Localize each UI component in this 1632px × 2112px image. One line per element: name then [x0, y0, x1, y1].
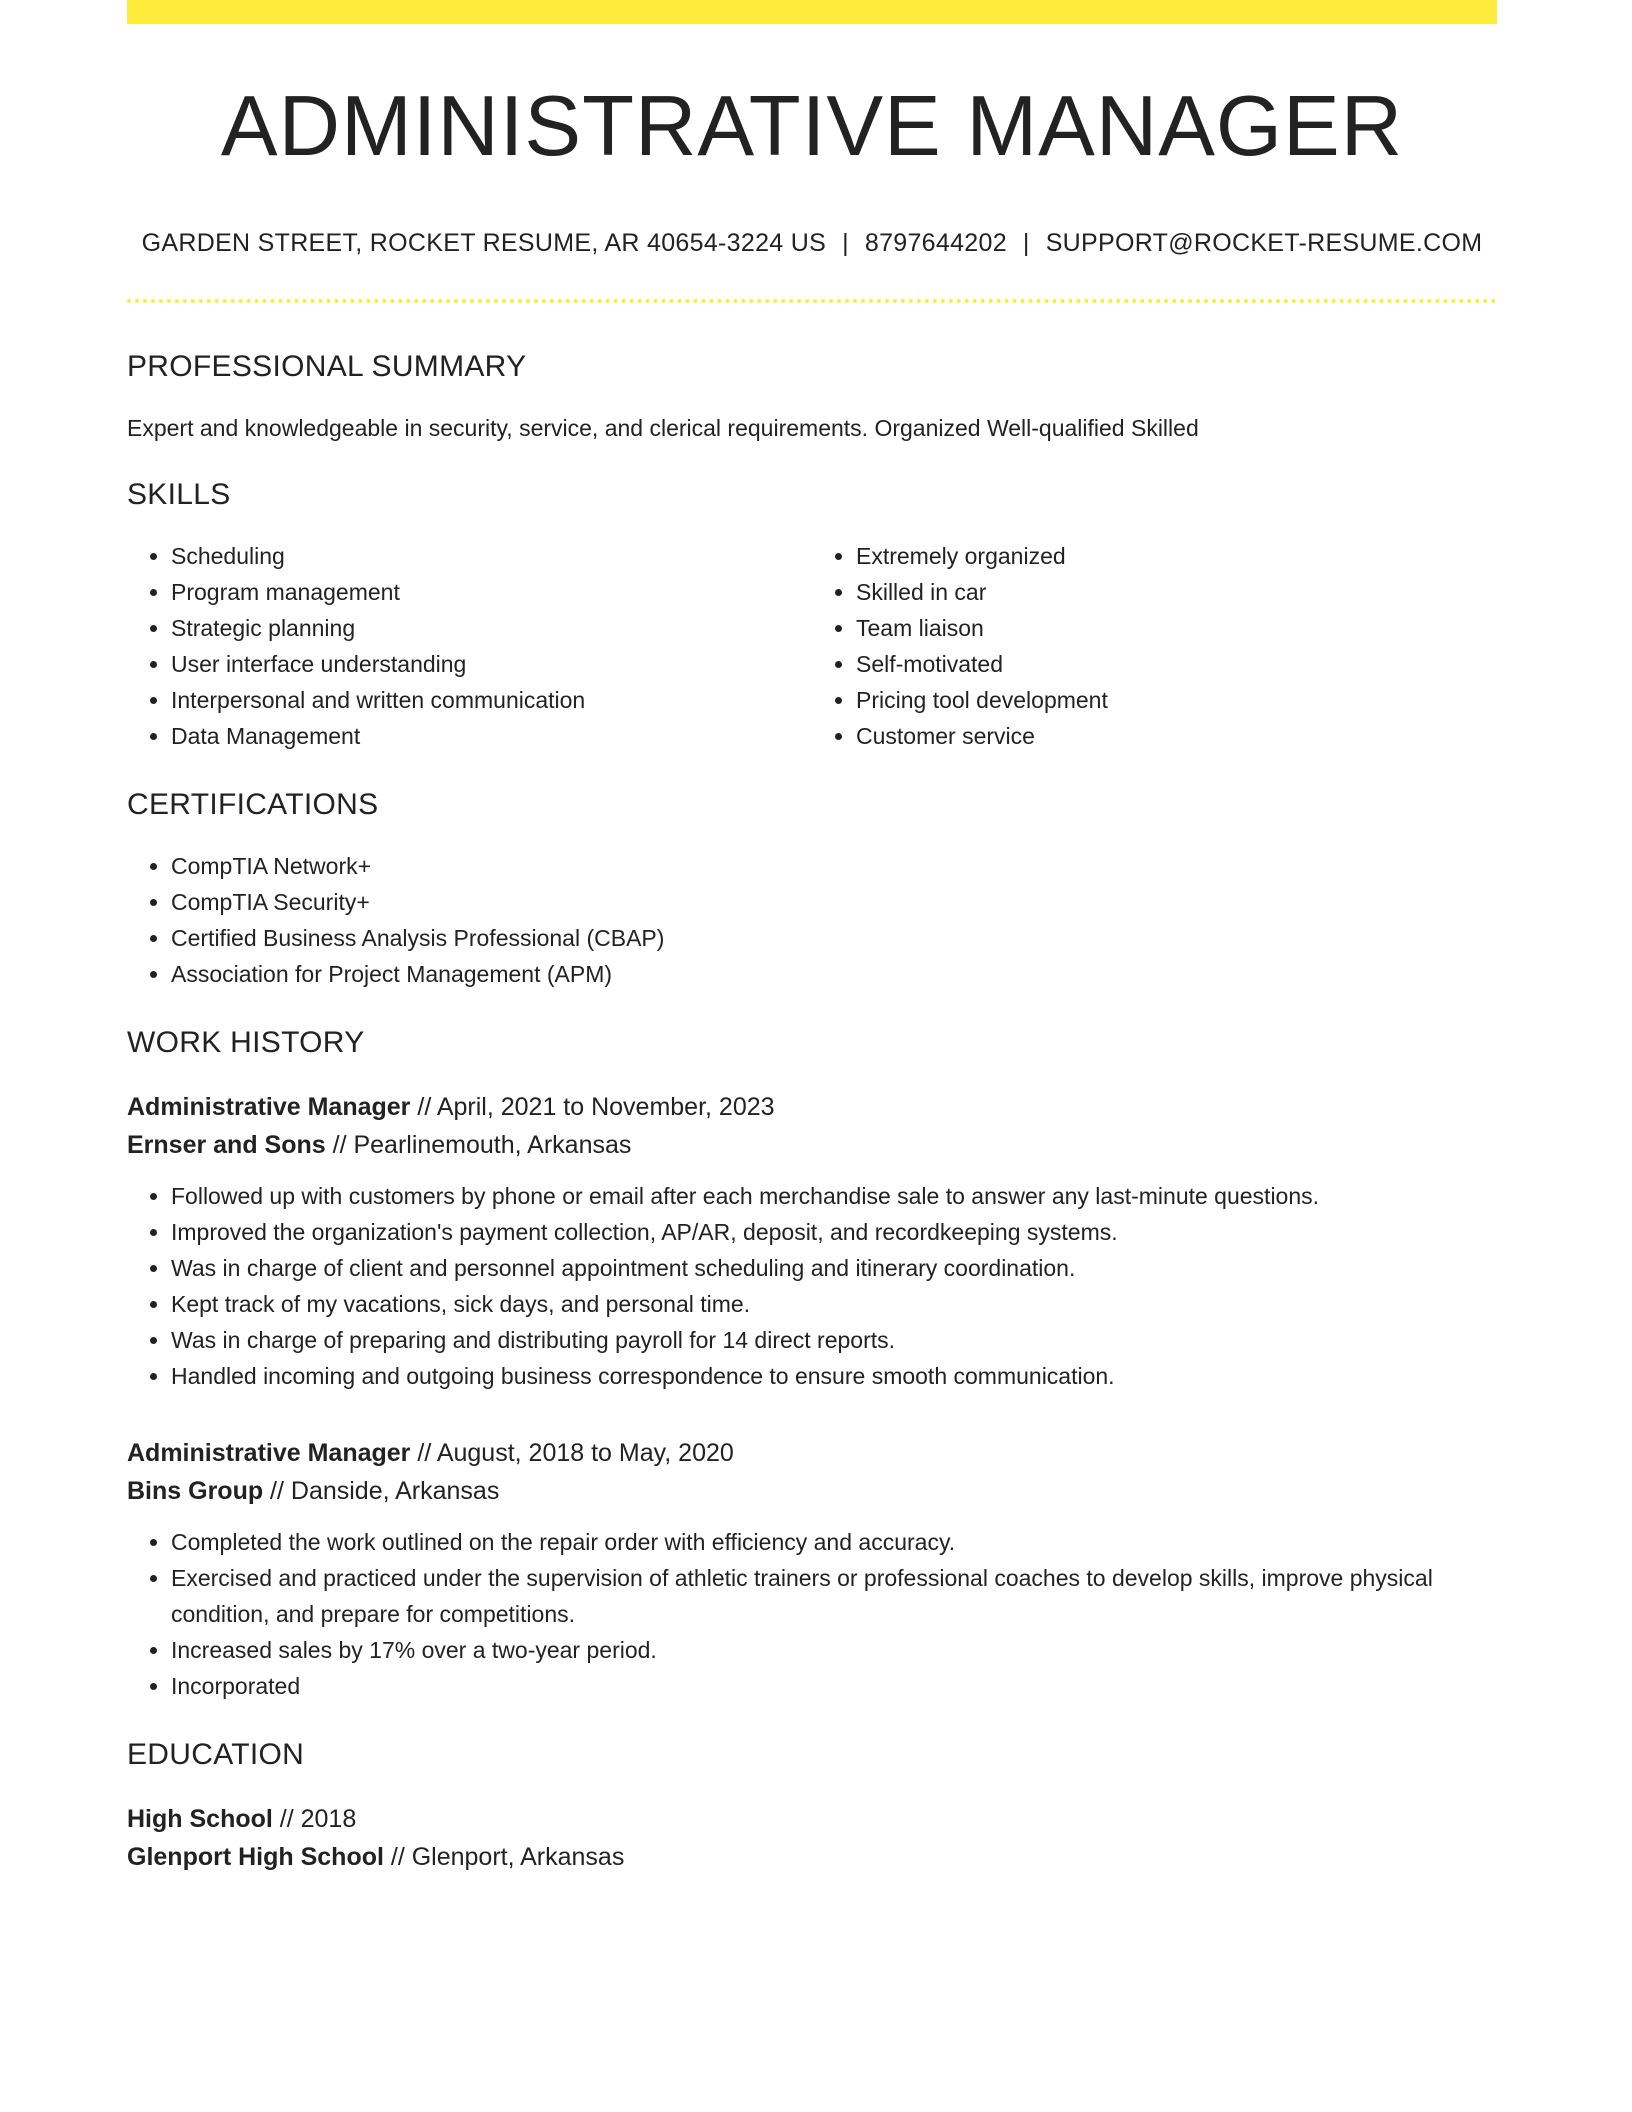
job-company: Ernser and Sons	[127, 1131, 326, 1160]
certifications-heading: CERTIFICATIONS	[127, 788, 379, 822]
education-heading: EDUCATION	[127, 1738, 305, 1772]
list-item: • CompTIA Network+	[171, 848, 1497, 884]
job-entry	[127, 1088, 1497, 1394]
education-school-line	[127, 1838, 1497, 1876]
list-item: • Certified Business Analysis Professional (CBAP)	[171, 920, 1497, 956]
job-dates: // April, 2021 to November, 2023	[410, 1093, 775, 1122]
skills-heading: SKILLS	[127, 478, 231, 512]
contact-phone: 8797644202	[864, 229, 1007, 258]
list-item: • Data Management	[171, 718, 812, 754]
list-item: • Exercised and practiced under the supervision of athletic trainers or professional coaches to develop skills, improve physical condition, and prepare for competitions.	[171, 1560, 1497, 1632]
job-company-line	[127, 1126, 1497, 1164]
list-item: • Scheduling	[171, 538, 812, 574]
job-role-line	[127, 1088, 1497, 1126]
list-item: • Program management	[171, 574, 812, 610]
list-item: • Increased sales by 17% over a two-year period.	[171, 1632, 1497, 1668]
certifications-list	[127, 848, 1497, 992]
skills-columns	[127, 538, 1497, 754]
list-item: • Customer service	[856, 718, 1497, 754]
job-company: Bins Group	[127, 1477, 264, 1506]
education-entry	[127, 1800, 1497, 1876]
list-item: • Kept track of my vacations, sick days, and personal time.	[171, 1286, 1497, 1322]
summary-heading: PROFESSIONAL SUMMARY	[127, 350, 527, 384]
list-item: • CompTIA Security+	[171, 884, 1497, 920]
list-item: • Followed up with customers by phone or email after each merchandise sale to answer any last-minute questions.	[171, 1178, 1497, 1214]
job-location: // Danside, Arkansas	[263, 1477, 500, 1506]
list-item: • Interpersonal and written communication	[171, 682, 812, 718]
contact-address: GARDEN STREET, ROCKET RESUME, AR 40654-3224 US	[141, 229, 827, 258]
list-item: • Skilled in car	[856, 574, 1497, 610]
list-item: • Team liaison	[856, 610, 1497, 646]
work-history-heading: WORK HISTORY	[127, 1026, 365, 1060]
list-item: • Incorporated	[171, 1668, 1497, 1704]
list-item: • Pricing tool development	[856, 682, 1497, 718]
education-location: // Glenport, Arkansas	[383, 1843, 625, 1872]
skills-list-right	[812, 538, 1497, 754]
list-item: • User interface understanding	[171, 646, 812, 682]
education-degree-line	[127, 1800, 1497, 1838]
resume-page	[127, 0, 1497, 1876]
contact-separator: |	[842, 229, 849, 258]
education-year: // 2018	[272, 1805, 357, 1834]
skills-list-left	[127, 538, 812, 754]
contact-email: SUPPORT@ROCKET-RESUME.COM	[1045, 229, 1483, 258]
job-location: // Pearlinemouth, Arkansas	[325, 1131, 632, 1160]
dotted-divider	[127, 299, 1497, 303]
list-item: • Improved the organization's payment collection, AP/AR, deposit, and recordkeeping systems.	[171, 1214, 1497, 1250]
education-degree: High School	[127, 1805, 273, 1834]
job-bullets	[127, 1178, 1497, 1394]
list-item: • Handled incoming and outgoing business correspondence to ensure smooth communication.	[171, 1358, 1497, 1394]
list-item: • Strategic planning	[171, 610, 812, 646]
list-item: • Association for Project Management (APM)	[171, 956, 1497, 992]
job-role-line	[127, 1434, 1497, 1472]
list-item: • Completed the work outlined on the repair order with efficiency and accuracy.	[171, 1524, 1497, 1560]
job-role: Administrative Manager	[127, 1439, 411, 1468]
education-school: Glenport High School	[127, 1843, 384, 1872]
summary-text: Expert and knowledgeable in security, service, and clerical requirements. Organized Well-qualified Skilled	[127, 415, 1199, 442]
job-entry	[127, 1434, 1497, 1704]
job-company-line	[127, 1472, 1497, 1510]
list-item: • Self-motivated	[856, 646, 1497, 682]
job-bullets	[127, 1524, 1497, 1704]
contact-line	[127, 229, 1497, 258]
accent-top-bar	[127, 0, 1497, 24]
contact-separator: |	[1022, 229, 1030, 258]
list-item: • Extremely organized	[856, 538, 1497, 574]
list-item: • Was in charge of client and personnel appointment scheduling and itinerary coordination.	[171, 1250, 1497, 1286]
job-dates: // August, 2018 to May, 2020	[410, 1439, 734, 1468]
resume-title: ADMINISTRATIVE MANAGER	[220, 79, 1404, 174]
job-role: Administrative Manager	[127, 1093, 411, 1122]
list-item: • Was in charge of preparing and distributing payroll for 14 direct reports.	[171, 1322, 1497, 1358]
